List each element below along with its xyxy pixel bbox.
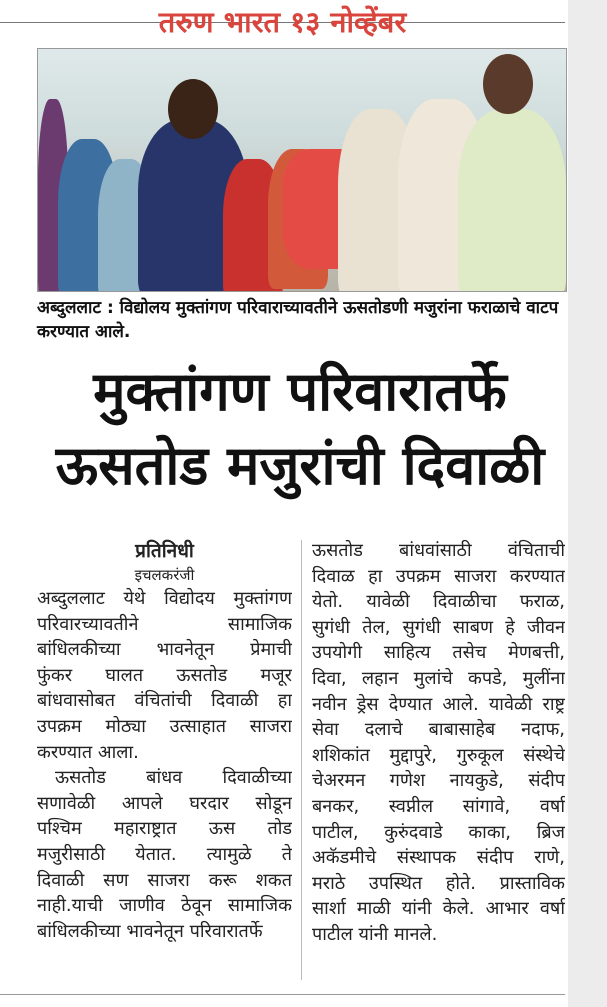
article-line: पाटील, कुरुंदवाडे काका, ब्रिज (312, 821, 565, 843)
column-1-text (37, 586, 292, 944)
byline: प्रतिनिधी (135, 540, 194, 562)
article-line: मराठे उपस्थित होते. प्रास्ताविक (312, 872, 565, 894)
article-line: मजुरीसाठी येतात. त्यामुळे ते (37, 843, 292, 865)
article-line: बांधिलकीच्या भावनेतून प्रेमाची (37, 639, 292, 661)
article-line: उपयोगी साहित्य तसेच मेणबत्ती, (312, 642, 565, 664)
photo-caption: अब्दुललाट : विद्योलय मुक्तांगण परिवाराच्यावतीने ऊसतोडणी मजुरांना फराळाचे वाटप करण्यात आले. (37, 298, 559, 342)
article-column-1 (37, 538, 292, 944)
article-line: नाही.याची जाणीव ठेवून सामाजिक (37, 895, 292, 917)
article-line: फुंकर घालत ऊसतोड मजूर (37, 664, 292, 686)
side-margin (568, 0, 607, 1007)
article-line: सणावेळी आपले घरदार सोडून (37, 792, 292, 814)
article-line: येतो. यावेळी दिवाळीचा फराळ, (312, 591, 565, 613)
article-line: ऊसतोड बांधवांसाठी वंचिताची (312, 540, 565, 561)
article-line: नवीन ड्रेस देण्यात आले. यावेळी राष्ट्र (312, 693, 565, 715)
headline-line-2: ऊसतोड मजुरांची दिवाळी (55, 434, 545, 497)
article-line: पश्चिम महाराष्ट्रात ऊस तोड (37, 818, 292, 840)
headline (20, 355, 580, 503)
article-line: बांधिलकीच्या भावनेतून परिवारातर्फे (37, 920, 263, 942)
article-line: अब्दुललाट येथे विद्योदय मुक्तांगण (37, 588, 292, 609)
headline-line-1: मुक्तांगण परिवारातर्फे (93, 360, 507, 423)
article-line: शशिकांत मुद्दापुरे, गुरुकूल संस्थेचे (312, 744, 565, 766)
dateline-place: इचलकरंजी (134, 566, 195, 584)
masthead-date: तरुण भारत १३ नोव्हेंबर (158, 5, 407, 39)
article-line: परिवारच्यावतीने सामाजिक (37, 613, 292, 635)
article-line: चेअरमन गणेश नायकुडे, संदीप (312, 770, 565, 792)
article-line: सेवा दलाचे बाबासाहेब नदाफ, (312, 719, 565, 741)
article-line: बनकर, स्वप्नील सांगावे, वर्षा (312, 795, 565, 817)
article-line: सुगंधी तेल, सुगंधी साबण हे जीवन (312, 616, 565, 638)
article-line: उपक्रम मोठ्या उत्साहात साजरा (37, 715, 292, 737)
news-photo (37, 48, 567, 292)
bottom-rule (0, 994, 565, 995)
article-line: अकॅडमीचे संस्थापक संदीप राणे, (312, 847, 565, 869)
article-line: दिवा, लहान मुलांचे कपडे, मुलींना (312, 667, 565, 689)
article-line: ऊसतोड बांधव दिवाळीच्या (55, 767, 292, 789)
column-divider (301, 540, 302, 980)
article-line: पाटील यांनी मानले. (312, 923, 438, 945)
article-line: दिवाळी सण साजरा करू शकत (37, 869, 292, 891)
article-line: सार्शा माळी यांनी केले. आभार वर्षा (312, 898, 565, 920)
article-line: बांधवासोबत वंचितांची दिवाळी हा (37, 690, 292, 712)
article-line: करण्यात आला. (37, 741, 139, 763)
article-column-2 (312, 538, 565, 948)
article-line: दिवाळ हा उपक्रम साजरा करण्यात (312, 565, 565, 587)
column-2-text (312, 538, 565, 948)
